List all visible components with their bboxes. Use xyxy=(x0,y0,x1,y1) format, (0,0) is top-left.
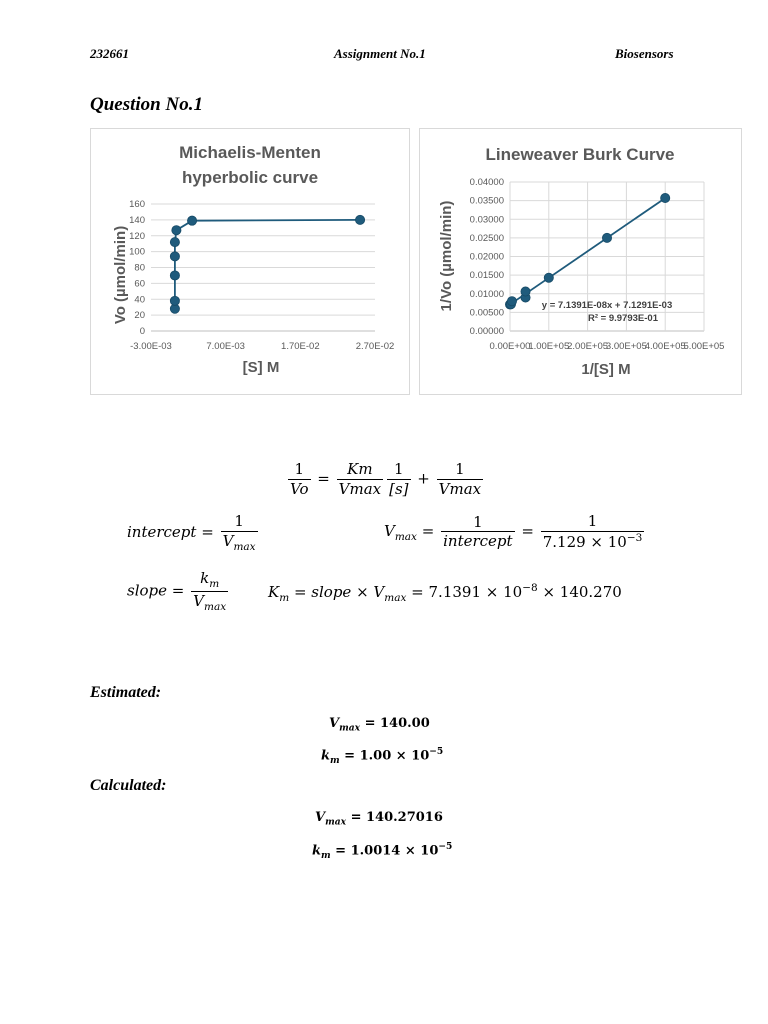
plus-sign: + xyxy=(417,469,430,488)
equals-sign: = xyxy=(421,521,435,540)
equals-sign: = xyxy=(201,522,214,541)
chart2-title: Lineweaver Burk Curve xyxy=(485,145,675,164)
header-title: Assignment No.1 xyxy=(334,46,426,61)
y-tick-label: 0.04000 xyxy=(469,177,504,188)
vmax-f2-num: 1 xyxy=(541,512,645,532)
max-subscript: max xyxy=(325,816,347,828)
y-tick-label: 0 xyxy=(139,326,145,337)
intercept-word: intercept xyxy=(127,522,197,541)
series-line xyxy=(175,220,360,309)
y-tick-label: 60 xyxy=(134,278,145,290)
vmax-f2-exponent: −3 xyxy=(626,531,643,544)
lb-f2-num: 1 xyxy=(387,460,410,480)
slope-word: slope xyxy=(127,581,168,600)
y-tick-label: 0.03000 xyxy=(469,214,504,226)
v-symbol: V xyxy=(329,716,340,731)
km-expr-part3: × 140.270 xyxy=(537,583,622,601)
data-point xyxy=(187,216,196,225)
x-tick-label: -3.00E-03 xyxy=(130,341,172,352)
m-subscript: m xyxy=(321,849,331,861)
equals-sign: = xyxy=(317,469,330,488)
data-point xyxy=(661,193,670,202)
max-subscript: max xyxy=(204,601,227,614)
chart1-title-line2: hyperbolic curve xyxy=(181,168,319,187)
lb-f2-den: [s] xyxy=(389,479,409,498)
data-point xyxy=(170,252,179,261)
data-point xyxy=(544,273,553,282)
data-point xyxy=(507,297,516,306)
header-subject: Biosensors xyxy=(615,46,674,61)
lineweaver-burk-equation xyxy=(286,460,485,499)
k-symbol: k xyxy=(312,843,322,859)
x-tick-label: 1.70E-02 xyxy=(281,341,320,352)
data-point xyxy=(170,296,179,305)
equals-sign: = xyxy=(521,521,534,540)
v-symbol: V xyxy=(384,521,395,540)
estimated-km-exponent: −5 xyxy=(429,746,444,757)
estimated-vmax-value: = 140.00 xyxy=(364,716,430,731)
calculated-km-value: = 1.0014 × 10 xyxy=(335,843,439,859)
lineweaver-burk-chart xyxy=(419,128,742,395)
intercept-equation xyxy=(127,512,260,554)
estimated-km xyxy=(321,746,443,766)
x-tick-label: 0.00E+00 xyxy=(489,341,531,352)
data-point xyxy=(521,287,530,296)
y-tick-label: 0.00000 xyxy=(469,326,504,337)
y-tick-label: 0.03500 xyxy=(469,195,504,207)
km-exponent: −8 xyxy=(522,582,538,594)
y-tick-label: 0.02000 xyxy=(469,251,504,263)
data-point xyxy=(172,226,181,235)
chart1-ylabel: Vo (µmol/min) xyxy=(112,225,129,325)
v-symbol: V xyxy=(222,531,234,550)
calculated-heading: Calculated: xyxy=(90,777,167,794)
x-tick-label: 4.00E+05 xyxy=(644,341,686,352)
vmax-f2-mantissa: 7.129 × 10 xyxy=(542,532,627,551)
slope-equation xyxy=(127,569,230,614)
lb-f3-den: Vmax xyxy=(438,479,482,498)
y-tick-label: 0.02500 xyxy=(469,232,504,244)
x-tick-label: 1.00E+05 xyxy=(528,341,570,352)
lb-f1-den: Vmax xyxy=(338,479,382,498)
michaelis-menten-chart xyxy=(90,128,410,395)
k-symbol: k xyxy=(200,569,210,587)
m-subscript: m xyxy=(330,754,340,766)
m-subscript: m xyxy=(209,578,220,590)
y-tick-label: 140 xyxy=(129,214,145,226)
lb-lhs-num: 1 xyxy=(288,460,311,480)
max-subscript: max xyxy=(339,722,361,734)
y-tick-label: 0.01500 xyxy=(469,270,504,282)
max-subscript: max xyxy=(384,592,407,604)
estimated-vmax xyxy=(329,716,430,734)
calculated-vmax xyxy=(315,810,443,828)
header-id: 232661 xyxy=(90,46,129,61)
km-expr-part2: = 7.1391 × 10 xyxy=(406,583,523,601)
vmax-equation xyxy=(384,512,646,552)
chart2-ylabel: 1/Vo (µmol/min) xyxy=(438,200,455,312)
vmax-f1-num: 1 xyxy=(441,513,514,533)
calculated-vmax-value: = 140.27016 xyxy=(350,810,443,825)
y-tick-label: 120 xyxy=(129,230,145,242)
estimated-heading: Estimated: xyxy=(90,684,162,701)
km-equation xyxy=(268,582,622,604)
trendline-equation: y = 7.1391E-08x + 7.1291E-03 xyxy=(541,300,673,311)
calculated-km-exponent: −5 xyxy=(438,841,453,852)
vmax-f1-den: intercept xyxy=(443,532,513,551)
y-tick-label: 40 xyxy=(134,294,145,306)
k-symbol: K xyxy=(268,583,280,601)
chart1-title-line1: Michaelis-Menten xyxy=(179,143,321,162)
y-tick-label: 20 xyxy=(134,310,145,322)
data-point xyxy=(355,215,364,224)
intercept-num: 1 xyxy=(221,512,258,532)
max-subscript: max xyxy=(394,530,417,543)
lineweaver-burk-svg xyxy=(420,129,741,394)
x-tick-label: 3.00E+05 xyxy=(605,341,647,352)
trendline-r-squared: R² = 9.9793E-01 xyxy=(588,313,658,324)
y-tick-label: 100 xyxy=(129,246,145,258)
x-tick-label: 2.70E-02 xyxy=(355,341,395,352)
lb-lhs-den: Vo xyxy=(290,479,309,498)
data-point xyxy=(602,233,611,242)
v-symbol: V xyxy=(373,583,385,601)
question-title: Question No.1 xyxy=(90,94,203,115)
chart1-xlabel: [S] M xyxy=(242,359,280,376)
lb-f1-num: Km xyxy=(337,460,383,480)
data-point xyxy=(170,238,179,247)
lb-f3-num: 1 xyxy=(437,460,483,480)
y-tick-label: 80 xyxy=(134,262,145,274)
data-point xyxy=(170,271,179,280)
y-tick-label: 160 xyxy=(129,199,145,210)
x-tick-label: 5.00E+05 xyxy=(683,341,725,352)
chart2-xlabel: 1/[S] M xyxy=(581,361,631,378)
v-symbol: V xyxy=(315,810,326,825)
km-expr-part1: = slope × xyxy=(293,583,374,601)
calculated-km xyxy=(312,841,452,861)
v-symbol: V xyxy=(193,592,204,611)
equals-sign: = xyxy=(171,581,185,600)
estimated-km-value: = 1.00 × 10 xyxy=(344,748,430,764)
x-tick-label: 7.00E-03 xyxy=(206,341,245,352)
max-subscript: max xyxy=(233,540,256,553)
michaelis-menten-svg xyxy=(91,129,409,394)
x-tick-label: 2.00E+05 xyxy=(567,341,609,352)
y-tick-label: 0.01000 xyxy=(469,288,504,300)
y-tick-label: 0.00500 xyxy=(469,307,504,319)
k-symbol: k xyxy=(321,748,331,764)
m-subscript: m xyxy=(279,592,290,604)
